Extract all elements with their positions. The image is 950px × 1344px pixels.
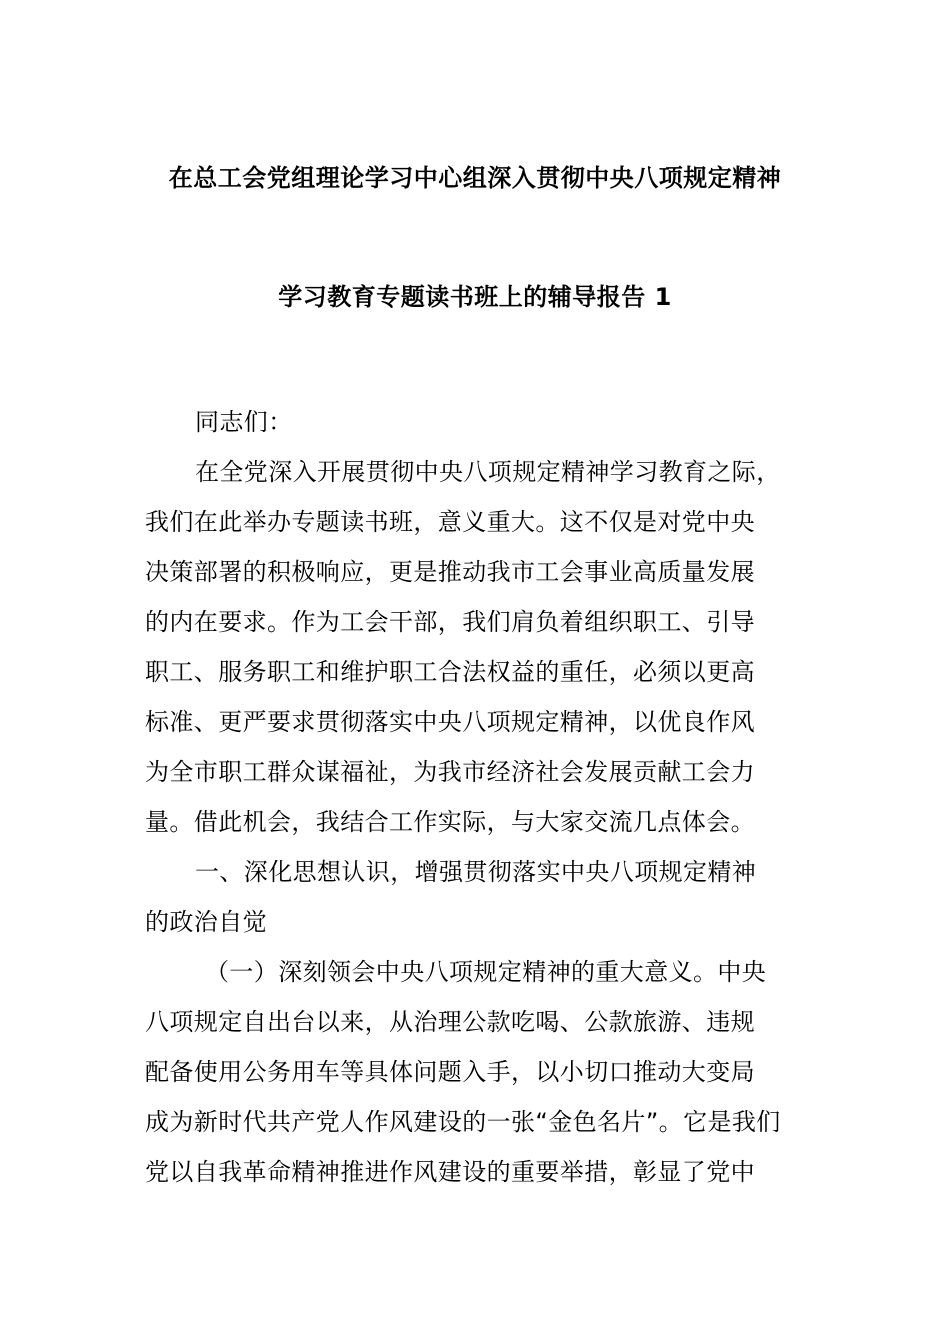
- body-line: 量。借此机会，我结合工作实际，与大家交流几点体会。: [145, 808, 755, 836]
- body-line: 标准、更严要求贯彻落实中央八项规定精神，以优良作风: [145, 708, 755, 736]
- body-line: 八项规定自出台以来，从治理公款吃喝、公款旅游、违规: [145, 1008, 755, 1036]
- body-line: 为全市职工群众谋福祉，为我市经济社会发展贡献工会力: [145, 758, 755, 786]
- greeting: 同志们：: [195, 408, 293, 436]
- body-line: 成为新时代共产党人作风建设的一张“金色名片”。它是我们: [145, 1108, 781, 1136]
- body-line: 配备使用公务用车等具体问题入手，以小切口推动大变局: [145, 1058, 755, 1086]
- subsection-line: （一）深刻领会中央八项规定精神的重大意义。中央: [205, 958, 767, 986]
- body-line: 我们在此举办专题读书班，意义重大。这不仅是对党中央: [145, 508, 755, 536]
- section-heading-line: 一、深化思想认识，增强贯彻落实中央八项规定精神: [195, 858, 757, 886]
- section-heading-line: 的政治自觉: [145, 908, 267, 936]
- document-title-line-1: 在总工会党组理论学习中心组深入贯彻中央八项规定精神: [168, 164, 782, 192]
- document-title-line-2: 学习教育专题读书班上的辅导报告 1: [278, 283, 672, 311]
- body-line: 在全党深入开展贯彻中央八项规定精神学习教育之际，: [195, 458, 781, 486]
- body-line: 的内在要求。作为工会干部，我们肩负着组织职工、引导: [145, 608, 755, 636]
- body-line: 党以自我革命精神推进作风建设的重要举措，彰显了党中: [145, 1158, 755, 1186]
- body-line: 决策部署的积极响应，更是推动我市工会事业高质量发展: [145, 558, 755, 586]
- body-line: 职工、服务职工和维护职工合法权益的重任，必须以更高: [145, 658, 755, 686]
